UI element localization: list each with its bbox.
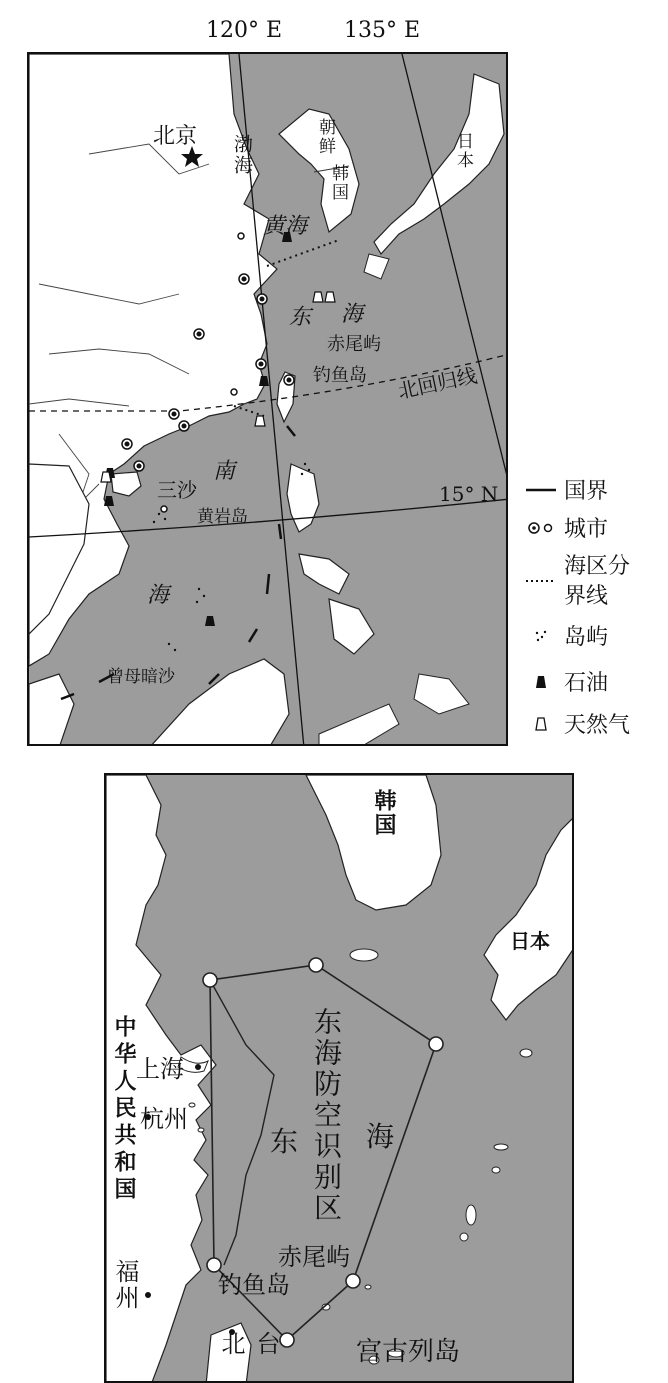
- shanghai-label: 上海: [136, 1055, 184, 1083]
- east-sea-label-1: 东: [289, 305, 312, 330]
- bohai-label: 渤海: [231, 134, 253, 176]
- korea-north-label: 朝鲜: [315, 118, 335, 156]
- sea-boundary-1: [267, 240, 339, 266]
- east-sea-label-1: 东: [270, 1125, 299, 1158]
- legend-city-label: 城市: [564, 517, 609, 542]
- city-icon: [526, 521, 556, 535]
- japan-label: 日本: [453, 132, 473, 170]
- legend-city: [524, 512, 608, 543]
- legend-border: [524, 474, 608, 505]
- zengmu-label: 曾母暗沙: [107, 667, 175, 687]
- lon-120-label: 120° E: [206, 18, 283, 43]
- taibei-label: 台北: [217, 1331, 280, 1357]
- huangyan-label: 黄岩岛: [197, 507, 248, 527]
- bottom-map: [104, 773, 574, 1383]
- island-icon: [526, 629, 556, 643]
- japan-label: 日本: [510, 929, 550, 953]
- top-map: [27, 52, 508, 746]
- diaoyu-label: 钓鱼岛: [218, 1271, 290, 1299]
- china-label: 中华人民共和国: [111, 1015, 136, 1204]
- korea-south-label: 韩国: [328, 164, 348, 202]
- sea-division-line: [210, 980, 274, 1265]
- tropic-label: 北回归线: [395, 363, 480, 404]
- yellow-sea-label: 黄海: [263, 214, 308, 239]
- legend-oil: [524, 666, 608, 697]
- chiwei-label: 赤尾屿: [278, 1243, 350, 1271]
- hangzhou-label: 杭州: [140, 1105, 188, 1133]
- east-sea-label-2: 海: [366, 1120, 395, 1153]
- sea-boundary-icon: [526, 578, 556, 584]
- gas-icon: [526, 716, 556, 732]
- legend-island: [524, 620, 608, 651]
- lon-135-label: 135° E: [344, 18, 421, 43]
- border-line-icon: [526, 487, 556, 493]
- legend-border-label: 国界: [564, 479, 609, 504]
- chiwei-label: 赤尾屿: [327, 334, 381, 355]
- top-map-svg: [29, 54, 508, 746]
- fuzhou-label: 福州: [111, 1259, 139, 1311]
- legend-sea-boundary: [524, 552, 644, 612]
- south-sea-label-2: 海: [147, 583, 170, 608]
- south-sea-label-1: 南: [213, 459, 236, 484]
- east-sea-label-2: 海: [341, 302, 364, 327]
- sansha-label: 三沙: [157, 478, 197, 502]
- korea-label: 韩国: [371, 789, 396, 837]
- philippines-land: [287, 464, 374, 654]
- legend-island-label: 岛屿: [564, 625, 609, 650]
- legend-sea-boundary-label: 海区分界线: [564, 554, 631, 609]
- japan-land: [374, 74, 504, 254]
- legend-gas-label: 天然气: [564, 713, 631, 738]
- oil-icon: [526, 674, 556, 690]
- miyako-label: 宫古列岛: [356, 1337, 461, 1367]
- legend-oil-label: 石油: [564, 671, 609, 696]
- beijing-label: 北京: [153, 124, 198, 149]
- japan-land: [484, 815, 574, 1020]
- adiz-label: 东海防空识别区: [310, 1007, 343, 1224]
- lat-15n-label: 15° N: [439, 482, 499, 506]
- jeju-island: [350, 949, 378, 961]
- hainan-land: [111, 472, 141, 496]
- legend-gas: [524, 708, 630, 739]
- diaoyu-label: 钓鱼岛: [313, 365, 367, 386]
